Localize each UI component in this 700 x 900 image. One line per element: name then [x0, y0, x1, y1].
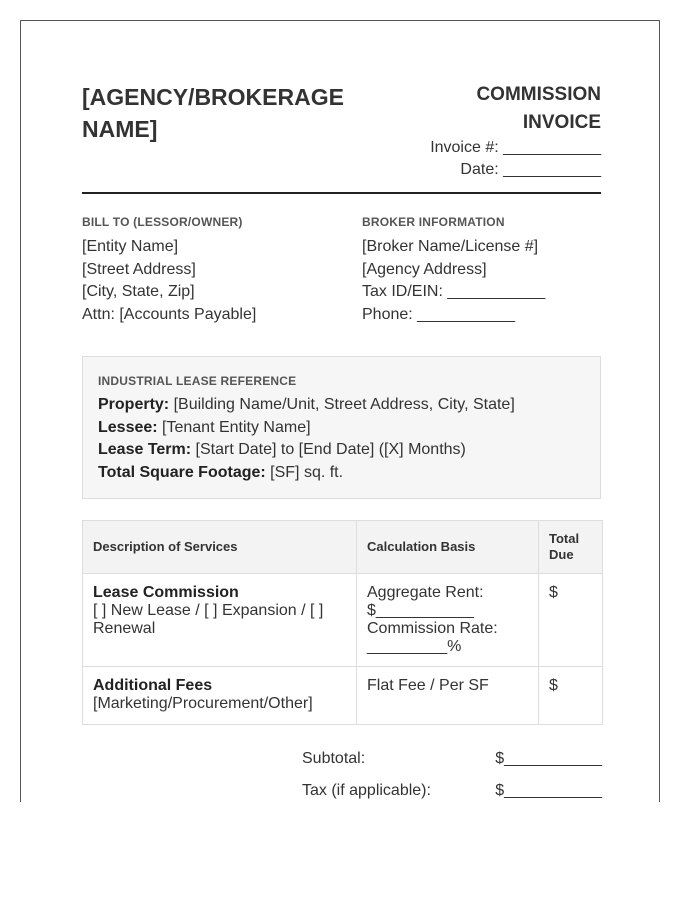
tax-value: $___________ [495, 782, 602, 799]
lease-sqft-value: [SF] sq. ft. [265, 463, 344, 481]
header-divider [82, 192, 601, 194]
broker-label: BROKER INFORMATION [362, 215, 505, 229]
bill-to-entity: [Entity Name] [82, 238, 179, 255]
lease-sqft-label: Total Square Footage: [98, 463, 266, 481]
total-due-cell: $ [539, 574, 603, 667]
table-header-row [83, 521, 603, 574]
total-due-cell: $ [539, 667, 603, 725]
service-title: Lease Commission [93, 584, 239, 601]
basis-line-1: Aggregate Rent: $___________ [367, 584, 484, 619]
invoice-title-line-1: COMMISSION [476, 84, 601, 105]
table-row [83, 667, 603, 725]
broker-section [362, 214, 612, 326]
broker-address: [Agency Address] [362, 260, 487, 278]
services-table [82, 520, 603, 725]
header-calculation-basis: Calculation Basis [357, 521, 539, 574]
bill-to-attn: Attn: [Accounts Payable] [82, 305, 257, 323]
service-subtitle: [Marketing/Procurement/Other] [93, 695, 313, 712]
table-row [83, 574, 603, 667]
bill-to-section [82, 214, 332, 326]
lease-lessee [98, 417, 585, 440]
bill-to-city: [City, State, Zip] [82, 283, 195, 300]
bill-to-street: [Street Address] [82, 260, 196, 278]
broker-phone: Phone: ___________ [362, 305, 516, 323]
bill-to-label: BILL TO (LESSOR/OWNER) [82, 215, 243, 229]
lease-lessee-label: Lessee: [98, 418, 158, 436]
service-description-cell [83, 574, 357, 667]
broker-tax-id: Tax ID/EIN: ___________ [362, 283, 546, 300]
lease-square-footage [98, 462, 585, 485]
broker-name: [Broker Name/License #] [362, 238, 539, 255]
subtotal-value: $___________ [495, 750, 602, 767]
calculation-basis-cell [357, 667, 539, 725]
invoice-number-field: Invoice #: ___________ [430, 139, 601, 156]
lease-reference-box [82, 356, 601, 499]
lease-term-label: Lease Term: [98, 441, 192, 458]
basis-line-1: Flat Fee / Per SF [367, 677, 489, 694]
calculation-basis-cell [357, 574, 539, 667]
service-subtitle: [ ] New Lease / [ ] Expansion / [ ] Renewal [93, 602, 324, 637]
invoice-title [401, 81, 601, 137]
service-title: Additional Fees [93, 677, 213, 694]
invoice-date-field: Date: ___________ [460, 161, 601, 178]
service-description-cell [83, 667, 357, 725]
agency-name: [AGENCY/BROKERAGE NAME] [82, 84, 344, 142]
lease-reference-label: INDUSTRIAL LEASE REFERENCE [98, 374, 297, 388]
invoice-page [20, 20, 660, 802]
lease-lessee-value: [Tenant Entity Name] [157, 418, 311, 436]
tax-label: Tax (if applicable): [302, 782, 431, 799]
basis-line-2: Commission Rate: _________% [367, 620, 498, 655]
lease-term [98, 439, 585, 462]
header-total-due: Total Due [539, 521, 603, 574]
lease-property [98, 394, 585, 417]
header-description: Description of Services [83, 521, 357, 574]
lease-property-value: [Building Name/Unit, Street Address, City, State] [169, 396, 515, 413]
lease-property-label: Property: [98, 396, 170, 413]
lease-term-value: [Start Date] to [End Date] ([X] Months) [191, 441, 466, 458]
invoice-title-line-2: INVOICE [522, 112, 601, 133]
subtotal-label: Subtotal: [302, 750, 366, 767]
